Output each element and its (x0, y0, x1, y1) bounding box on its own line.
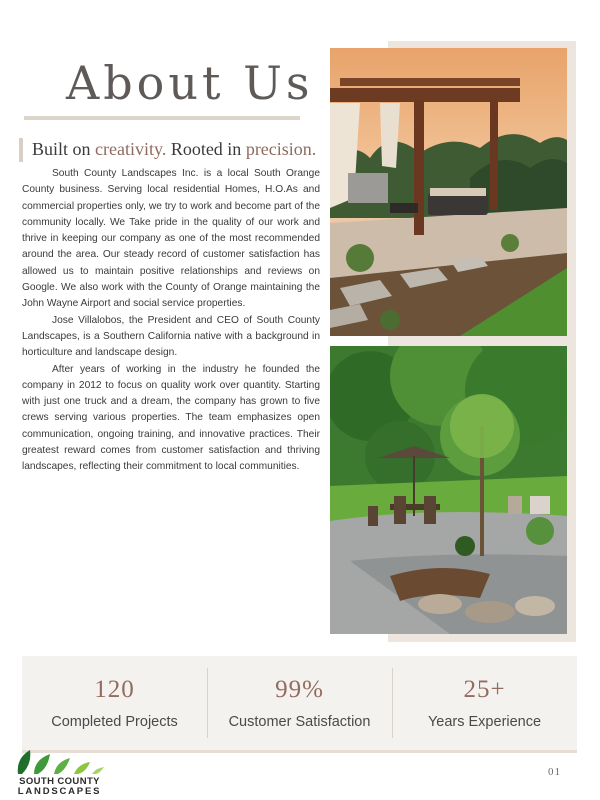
leaf-logo-icon (12, 748, 107, 776)
pergola-patio-illustration (330, 48, 567, 336)
stat-label: Years Experience (427, 714, 542, 730)
stat-value: 25+ (463, 676, 506, 703)
page-title: About Us (66, 56, 314, 110)
subtitle-part-1: Built on (32, 139, 96, 159)
body-paragraph: After years of working in the industry he founded the company in 2012 to focus on quality work over quantity. Starting with just one truck and a dream, the company has grown to five crews serving various properties. The team emphasizes open communication, ongoing training, and innovative practices. Their greatest reward comes from customer satisfaction and thriving landscapes, reflecting their commitment to local communities. (22, 363, 320, 473)
about-body (22, 166, 320, 476)
title-underline (24, 116, 300, 120)
company-logo (12, 748, 107, 796)
pergola-patio-photo (330, 48, 567, 336)
subtitle (32, 139, 316, 160)
stat-value: 120 (94, 676, 135, 703)
stat-completed-projects (22, 656, 207, 750)
body-paragraph: Jose Villalobos, the President and CEO of South County Landscapes, is a Southern California native with a background in horticulture and landscape design. (22, 314, 320, 359)
garden-patio-photo (330, 346, 567, 634)
subtitle-accent-bar (19, 138, 23, 162)
subtitle-part-2: Rooted in (166, 139, 246, 159)
stat-value: 99% (275, 676, 324, 703)
body-paragraph: South County Landscapes Inc. is a local South Orange County business. Serving local residential Homes, H.O.As and commercial properties only, we try to work and become part of the community locally. We Take pride in the quality of our work and thrive in keeping our company as one of the most recommended around the area. Our steady record of customer satisfaction has allowed us to maintain positive relationships and reviews on Google. We also work with the County of Orange maintaining the John Wayne Airport and social service properties. (22, 168, 320, 310)
subtitle-accent-1: creativity. (95, 139, 167, 159)
page-number: 01 (548, 766, 561, 778)
logo-text-line-1: SOUTH COUNTY (19, 776, 100, 787)
stat-label: Customer Satisfaction (228, 714, 371, 730)
stat-years-experience (392, 656, 577, 750)
stats-panel (22, 656, 577, 753)
stat-customer-satisfaction (207, 656, 392, 750)
stat-label: Completed Projects (51, 714, 178, 730)
subtitle-accent-2: precision. (245, 139, 317, 159)
garden-patio-illustration (330, 346, 567, 634)
logo-text-line-2: LANDSCAPES (17, 786, 102, 797)
